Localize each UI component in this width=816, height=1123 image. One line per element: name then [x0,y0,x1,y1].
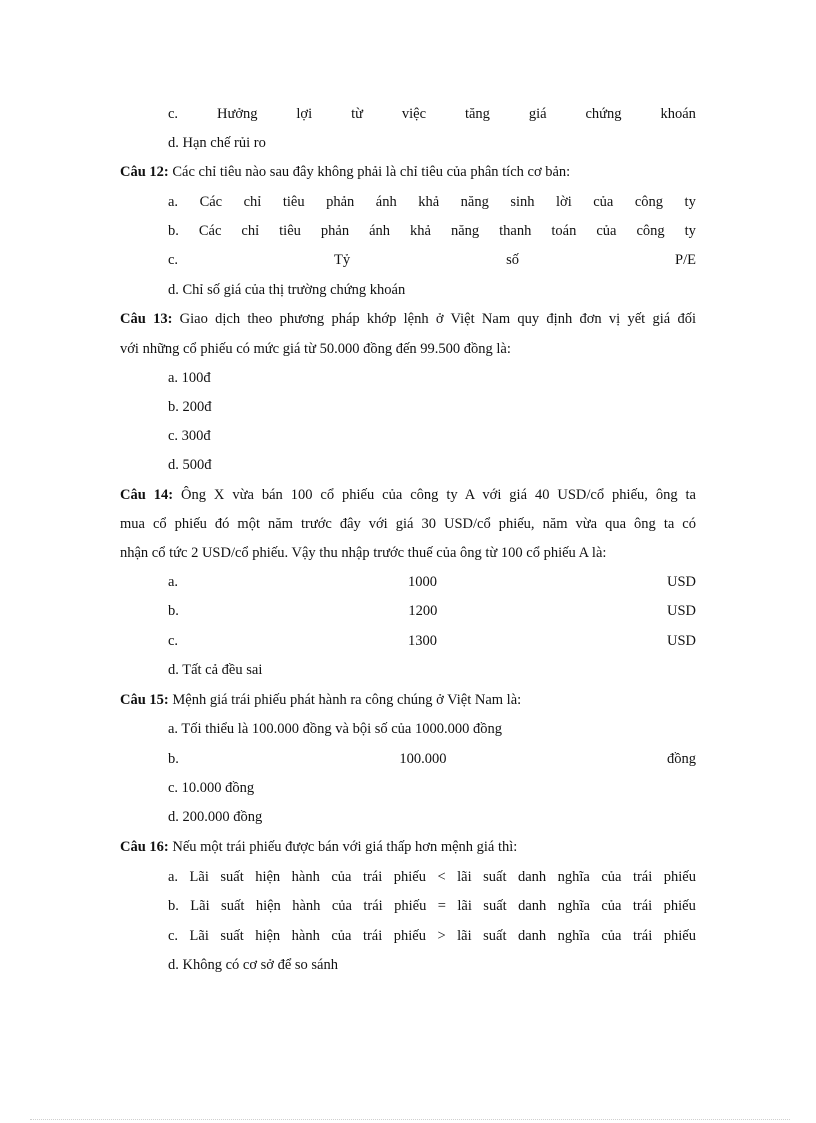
answer-word: công [634,194,664,210]
answer-word: của [601,898,622,914]
answer-word: suất [483,898,507,914]
answer-word: khoán [660,106,696,122]
answer-word: suất [221,898,245,914]
answer-option-line: b. 200đ [168,399,212,415]
answer-option-line: d. Không có cơ sở để so sánh [168,957,338,973]
answer-word: suất [483,928,507,944]
answer-word: của [601,928,622,944]
answer-word: nghĩa [557,928,590,944]
answer-word: = [437,898,446,914]
answer-option-line [168,925,696,947]
answer-word: sinh [510,194,535,210]
answer-word: Tỷ [334,252,351,268]
answer-word: trái [362,928,383,944]
answer-word: hiện [255,898,281,914]
answer-word: Lãi [189,869,209,885]
answer-option-line [168,866,696,888]
answer-word: c. [168,106,179,122]
answer-option-line [168,571,696,593]
answer-word: trái [632,928,653,944]
answer-option-line: c. 300đ [168,428,211,444]
answer-word: a. [168,194,179,210]
answer-option-line [168,748,696,770]
answer-word: suất [483,869,507,885]
answer-word: lãi [457,869,472,885]
answer-word: a. [168,869,179,885]
answer-word: 100.000 [399,751,447,767]
answer-word: lợi [296,106,313,122]
question-number: Câu 13: [120,311,173,327]
answer-option-line: d. Chỉ số giá của thị trường chứng khoán [168,282,406,298]
answer-word: năng [450,223,480,239]
answer-word: ánh [375,194,397,210]
answer-word: phiếu [393,869,426,885]
answer-word: trái [363,898,383,914]
answer-word: công [636,223,665,239]
question-text: Nếu một trái phiếu được bán với giá thấp hơn mệnh giá thì: [168,839,518,855]
answer-word: phiếu [394,898,427,914]
answer-option-line: d. 200.000 đồng [168,809,263,825]
answer-option-line [168,220,696,242]
answer-word: Các [199,194,223,210]
answer-word: danh [517,928,547,944]
answer-word: nghĩa [557,869,590,885]
question-text: Các chỉ tiêu nào sau đây không phải là chỉ tiêu của phân tích cơ bản: [168,164,571,180]
answer-word: hiện [255,869,281,885]
answer-word: chỉ [243,194,262,210]
answer-word: b. [168,603,179,619]
answer-word: chỉ [241,223,260,239]
answer-word: 1200 [408,603,438,619]
question-line [120,308,696,330]
answer-word: c. [168,928,179,944]
answer-word: b. [168,223,179,239]
answer-word: tăng [464,106,490,122]
question-number: Câu 12: [120,164,169,180]
question-line [120,689,696,711]
answer-word: hành [291,928,320,944]
answer-word: trái [362,869,383,885]
answer-word: của [601,869,622,885]
answer-word: giá [528,106,547,122]
answer-word: P/E [675,252,696,268]
answer-word: hiện [255,928,281,944]
question-text-continuation: với những cổ phiếu có mức giá từ 50.000 đồng đến 99.500 đồng là: [120,341,511,357]
answer-word: của [593,194,614,210]
answer-word: USD [666,574,696,590]
question-line [120,161,696,183]
answer-word: của [331,869,352,885]
question-text: Ông X vừa bán 100 cổ phiếu của công ty A với giá 40 USD/cổ phiếu, ông ta [173,487,696,503]
question-text: Mệnh giá trái phiếu phát hành ra công chúng ở Việt Nam là: [168,692,522,708]
answer-option-line: a. Tối thiểu là 100.000 đồng và bội số của 1000.000 đồng [168,721,502,737]
answer-word: toán [551,223,577,239]
answer-word: đồng [667,751,696,767]
answer-word: USD [666,633,696,649]
answer-word: ty [684,223,696,239]
answer-word: > [437,928,446,944]
answer-word: lời [556,194,572,210]
answer-word: hành [292,898,321,914]
question-number: Câu 16: [120,839,169,855]
answer-word: khả [418,194,440,210]
answer-word: ty [684,194,696,210]
answer-word: Lãi [190,898,210,914]
answer-word: phiếu [393,928,426,944]
answer-word: suất [220,928,244,944]
answer-option-line: d. Tất cả đều sai [168,662,263,678]
answer-word: khả [410,223,431,239]
answer-word: b. [168,751,179,767]
answer-option-line: a. 100đ [168,370,211,386]
answer-word: thanh [499,223,532,239]
answer-option-line [168,249,696,271]
answer-word: danh [518,898,547,914]
answer-option-line [168,103,696,125]
answer-word: của [596,223,617,239]
answer-word: tiêu [282,194,305,210]
page-bottom-border [30,1119,790,1120]
answer-word: phản [326,194,355,210]
answer-option-line: d. Hạn chế rủi ro [168,135,266,151]
question-text-continuation: nhận cổ tức 2 USD/cổ phiếu. Vậy thu nhập trước thuế của ông từ 100 cổ phiếu A là: [120,545,607,561]
answer-word: nghĩa [557,898,590,914]
answer-word: trái [632,869,653,885]
question-line [120,836,696,858]
answer-word: phiếu [663,898,696,914]
answer-word: 1300 [408,633,438,649]
answer-word: < [437,869,446,885]
answer-word: danh [517,869,547,885]
answer-word: phản [320,223,350,239]
question-text: Giao dịch theo phương pháp khớp lệnh ở Việt Nam quy định đơn vị yết giá đối [172,311,696,327]
answer-word: năng [460,194,489,210]
answer-word: trái [632,898,653,914]
question-text-continuation: mua cổ phiếu đó một năm trước đây với giá 30 USD/cổ phiếu, năm vừa qua ông ta có [120,516,696,532]
answer-word: a. [168,574,179,590]
answer-word: tiêu [279,223,301,239]
answer-word: phiếu [663,928,696,944]
answer-word: USD [666,603,696,619]
answer-option-line [168,191,696,213]
answer-word: phiếu [663,869,696,885]
answer-word: lãi [457,928,472,944]
answer-word: suất [220,869,244,885]
question-number: Câu 14: [120,487,174,503]
answer-word: hành [291,869,320,885]
answer-option-line [168,630,696,652]
answer-word: việc [401,106,427,122]
answer-option-line: d. 500đ [168,457,212,473]
answer-option-line [168,895,696,917]
answer-word: Các [198,223,222,239]
answer-word: Hưởng [216,106,258,122]
answer-word: c. [168,252,179,268]
answer-word: Lãi [189,928,209,944]
answer-word: của [331,898,352,914]
answer-word: của [331,928,352,944]
answer-option-line: c. 10.000 đồng [168,780,255,796]
answer-word: c. [168,633,179,649]
answer-word: từ [351,106,363,122]
answer-word: 1000 [408,574,438,590]
answer-word: số [506,252,520,268]
answer-word: ánh [369,223,391,239]
question-number: Câu 15: [120,692,169,708]
answer-word: lãi [457,898,472,914]
question-line [120,484,696,506]
answer-word: chứng [585,106,622,122]
answer-word: b. [168,898,179,914]
answer-option-line [168,600,696,622]
